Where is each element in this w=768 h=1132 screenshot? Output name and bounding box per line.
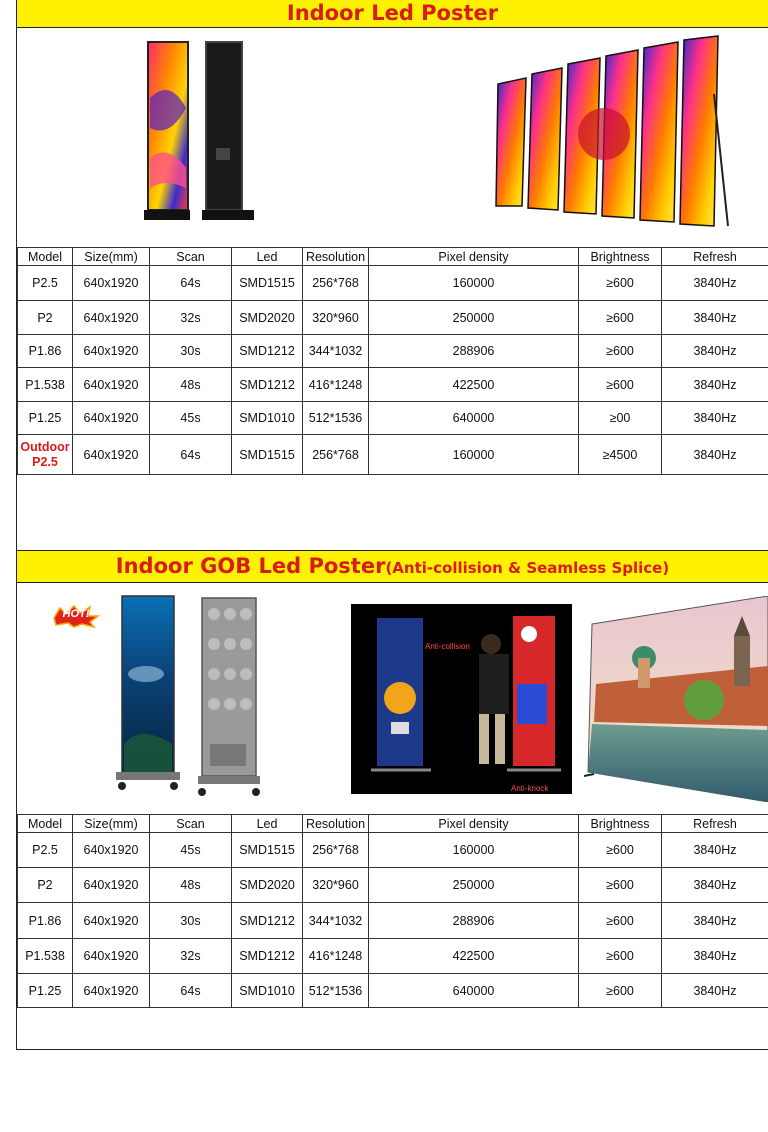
cell-brightness: ≥600 xyxy=(579,833,662,868)
cell-size: 640x1920 xyxy=(73,868,150,903)
col-header: Model xyxy=(18,248,73,266)
cell-resolution: 256*768 xyxy=(303,435,369,475)
cell-size: 640x1920 xyxy=(73,368,150,402)
col-header: Led xyxy=(232,248,303,266)
cell-brightness: ≥00 xyxy=(579,402,662,435)
cell-led: SMD1010 xyxy=(232,974,303,1008)
cell-resolution: 416*1248 xyxy=(303,368,369,402)
cell-resolution: 320*960 xyxy=(303,301,369,335)
cell-refresh: 3840Hz xyxy=(662,974,768,1008)
col-header: Refresh xyxy=(662,815,768,833)
cell-resolution: 512*1536 xyxy=(303,974,369,1008)
cell-led: SMD1212 xyxy=(232,903,303,939)
cell-scan: 30s xyxy=(150,335,232,368)
section1-spec-table xyxy=(17,247,768,475)
col-header: Led xyxy=(232,815,303,833)
table-row xyxy=(18,903,768,939)
anti-collision-label: Anti-collision xyxy=(425,642,470,651)
cell-led: SMD2020 xyxy=(232,868,303,903)
section2-spec-table xyxy=(17,814,768,1008)
cell-scan: 45s xyxy=(150,833,232,868)
cell-resolution: 256*768 xyxy=(303,266,369,301)
col-header: Resolution xyxy=(303,815,369,833)
cell-scan: 32s xyxy=(150,939,232,974)
col-header: Model xyxy=(18,815,73,833)
section2-title-main: Indoor GOB Led Poster xyxy=(115,554,386,578)
cell-model: P1.25 xyxy=(18,974,73,1008)
cell-density: 160000 xyxy=(369,435,579,475)
cell-led: SMD1212 xyxy=(232,939,303,974)
section2-title-sub: (Anti-collision & Seamless Splice) xyxy=(385,559,670,577)
cell-brightness: ≥600 xyxy=(579,974,662,1008)
cell-resolution: 416*1248 xyxy=(303,939,369,974)
cell-scan: 48s xyxy=(150,868,232,903)
cell-refresh: 3840Hz xyxy=(662,266,768,301)
cell-size: 640x1920 xyxy=(73,266,150,301)
cell-refresh: 3840Hz xyxy=(662,402,768,435)
col-header: Size(mm) xyxy=(73,815,150,833)
col-header: Scan xyxy=(150,815,232,833)
cell-refresh: 3840Hz xyxy=(662,903,768,939)
poster-splice-image xyxy=(492,34,732,230)
cell-density: 422500 xyxy=(369,939,579,974)
seamless-splice-image xyxy=(584,596,768,802)
cell-model: P1.86 xyxy=(18,903,73,939)
cell-scan: 64s xyxy=(150,435,232,475)
table-row xyxy=(18,301,768,335)
section2-bottom-border xyxy=(17,1049,768,1050)
cell-density: 640000 xyxy=(369,974,579,1008)
cell-brightness: ≥600 xyxy=(579,301,662,335)
cell-model xyxy=(18,435,73,475)
col-header: Brightness xyxy=(579,248,662,266)
cell-brightness: ≥600 xyxy=(579,903,662,939)
table-row xyxy=(18,939,768,974)
cell-density: 160000 xyxy=(369,266,579,301)
cell-resolution: 512*1536 xyxy=(303,402,369,435)
cell-led: SMD1515 xyxy=(232,833,303,868)
cell-scan: 48s xyxy=(150,368,232,402)
cell-refresh: 3840Hz xyxy=(662,833,768,868)
cell-size: 640x1920 xyxy=(73,335,150,368)
cell-led: SMD1212 xyxy=(232,335,303,368)
cell-resolution: 320*960 xyxy=(303,868,369,903)
cell-scan: 32s xyxy=(150,301,232,335)
cell-model: P1.538 xyxy=(18,939,73,974)
table-row xyxy=(18,266,768,301)
outdoor-label: Outdoor xyxy=(20,439,70,454)
cell-led: SMD1010 xyxy=(232,402,303,435)
cell-size: 640x1920 xyxy=(73,833,150,868)
table-row xyxy=(18,402,768,435)
cell-model: P2 xyxy=(18,301,73,335)
cell-size: 640x1920 xyxy=(73,939,150,974)
cell-led: SMD1515 xyxy=(232,266,303,301)
cell-density: 288906 xyxy=(369,903,579,939)
section1-title: Indoor Led Poster xyxy=(17,0,768,28)
hot-badge xyxy=(52,604,100,628)
cell-refresh: 3840Hz xyxy=(662,335,768,368)
section2-title xyxy=(17,550,768,583)
cell-size: 640x1920 xyxy=(73,435,150,475)
cell-density: 288906 xyxy=(369,335,579,368)
col-header: Refresh xyxy=(662,248,768,266)
cell-density: 250000 xyxy=(369,301,579,335)
outdoor-model: P2.5 xyxy=(32,454,58,469)
cell-brightness: ≥600 xyxy=(579,368,662,402)
cell-brightness: ≥600 xyxy=(579,868,662,903)
cell-led: SMD1515 xyxy=(232,435,303,475)
poster-front-back-image xyxy=(140,38,260,226)
gob-poster-front-back-image xyxy=(110,594,270,800)
cell-scan: 45s xyxy=(150,402,232,435)
cell-size: 640x1920 xyxy=(73,402,150,435)
cell-scan: 64s xyxy=(150,974,232,1008)
cell-refresh: 3840Hz xyxy=(662,301,768,335)
table-header-row xyxy=(18,815,768,833)
cell-resolution: 256*768 xyxy=(303,833,369,868)
cell-model: P1.25 xyxy=(18,402,73,435)
cell-size: 640x1920 xyxy=(73,903,150,939)
cell-brightness: ≥600 xyxy=(579,266,662,301)
cell-scan: 30s xyxy=(150,903,232,939)
table-row xyxy=(18,868,768,903)
cell-refresh: 3840Hz xyxy=(662,435,768,475)
cell-density: 640000 xyxy=(369,402,579,435)
anti-knock-label: Anti-knock xyxy=(511,784,549,793)
table-row-outdoor xyxy=(18,435,768,475)
cell-refresh: 3840Hz xyxy=(662,368,768,402)
cell-model: P2.5 xyxy=(18,833,73,868)
cell-resolution: 344*1032 xyxy=(303,903,369,939)
table-row xyxy=(18,335,768,368)
cell-refresh: 3840Hz xyxy=(662,939,768,974)
cell-model: P1.538 xyxy=(18,368,73,402)
col-header: Brightness xyxy=(579,815,662,833)
cell-model: P2 xyxy=(18,868,73,903)
col-header: Size(mm) xyxy=(73,248,150,266)
cell-brightness: ≥600 xyxy=(579,939,662,974)
col-header: Scan xyxy=(150,248,232,266)
cell-model: P1.86 xyxy=(18,335,73,368)
cell-led: SMD2020 xyxy=(232,301,303,335)
anti-collision-demo-image xyxy=(351,604,572,794)
table-row xyxy=(18,833,768,868)
cell-refresh: 3840Hz xyxy=(662,868,768,903)
cell-density: 250000 xyxy=(369,868,579,903)
col-header: Pixel density xyxy=(369,248,579,266)
col-header: Resolution xyxy=(303,248,369,266)
cell-size: 640x1920 xyxy=(73,301,150,335)
cell-scan: 64s xyxy=(150,266,232,301)
table-header-row xyxy=(18,248,768,266)
cell-led: SMD1212 xyxy=(232,368,303,402)
cell-model: P2.5 xyxy=(18,266,73,301)
cell-density: 160000 xyxy=(369,833,579,868)
table-row xyxy=(18,974,768,1008)
hot-badge-text: HOT! xyxy=(62,608,90,620)
col-header: Pixel density xyxy=(369,815,579,833)
cell-brightness: ≥4500 xyxy=(579,435,662,475)
cell-size: 640x1920 xyxy=(73,974,150,1008)
cell-density: 422500 xyxy=(369,368,579,402)
cell-resolution: 344*1032 xyxy=(303,335,369,368)
cell-brightness: ≥600 xyxy=(579,335,662,368)
table-row xyxy=(18,368,768,402)
